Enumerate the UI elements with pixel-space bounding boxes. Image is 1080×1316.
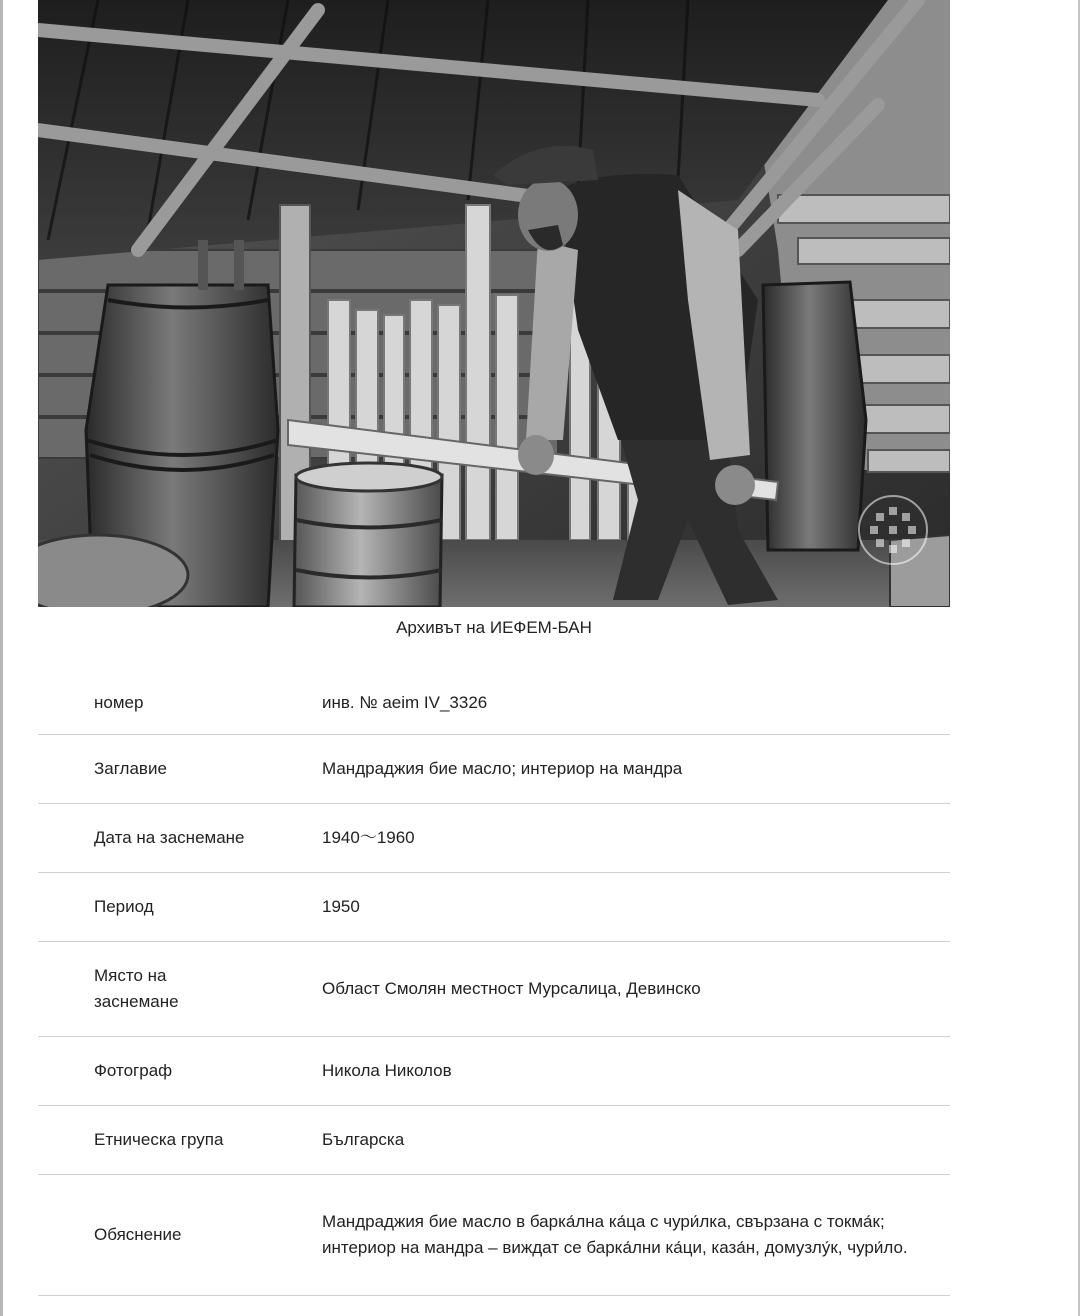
photo-caption: Архивът на ИЕФЕМ-БАН (396, 618, 592, 637)
metadata-key: номер (94, 692, 144, 712)
metadata-value: Никола Николов (322, 1060, 452, 1080)
metadata-value: 1940〜1960 (322, 827, 415, 847)
metadata-key-text: Място на заснемане (94, 965, 179, 1011)
metadata-row-location (38, 941, 950, 1036)
left-edge-border (0, 0, 3, 1316)
metadata-value: 1950 (322, 896, 360, 916)
metadata-key: Заглавие (94, 758, 167, 778)
metadata-value: Мандраджия бие масло в барка́лна ка́ца с чури́лка, свързана с токма́к; интериор на мандра – виждат се барка́лни ка́ци, каза́н, домузлу́к, чури́ло. (322, 1211, 908, 1257)
metadata-key: Етническа група (94, 1129, 224, 1149)
metadata-value: Област Смолян местност Мурсалица, Девинско (322, 978, 701, 998)
metadata-row-shooting-date (38, 803, 950, 872)
metadata-row-period (38, 872, 950, 941)
archive-photo[interactable] (38, 0, 950, 607)
iefem-ban-logo-icon (856, 493, 930, 567)
metadata-key (38, 941, 322, 1036)
metadata-table (38, 672, 950, 1296)
metadata-value: Мандраджия бие масло; интериор на мандра (322, 758, 683, 778)
metadata-key: Обяснение (94, 1224, 182, 1244)
metadata-key: Фотограф (94, 1060, 173, 1080)
photo-illustration (38, 0, 950, 607)
metadata-row-photographer (38, 1036, 950, 1105)
metadata-row-ethnic-group (38, 1105, 950, 1174)
metadata-value: Българска (322, 1129, 405, 1149)
metadata-key: Дата на заснемане (94, 827, 245, 847)
metadata-row-explanation (38, 1174, 950, 1295)
metadata-row-title (38, 734, 950, 803)
metadata-value: инв. № aeim IV_3326 (322, 692, 488, 712)
metadata-key: Период (94, 896, 154, 916)
metadata-row-number (38, 672, 950, 734)
